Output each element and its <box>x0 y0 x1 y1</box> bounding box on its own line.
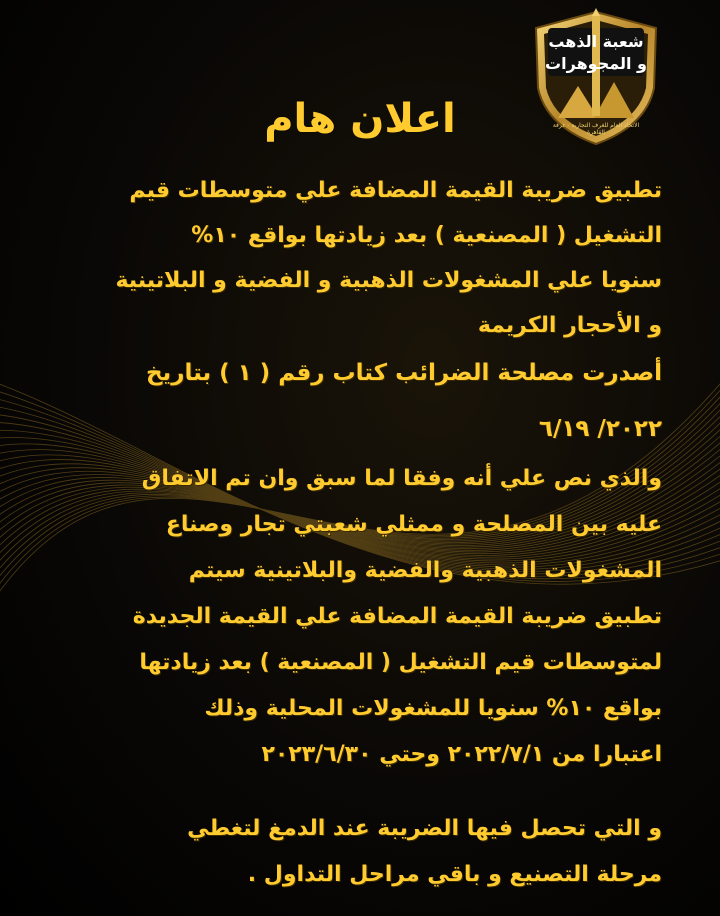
announcement-title: اعلان هام <box>264 96 456 142</box>
paragraph-3-line: لمتوسطات قيم التشغيل ( المصنعية ) بعد زيادتها <box>139 650 662 675</box>
paragraph-4 <box>42 806 662 898</box>
paragraph-4-line: مرحلة التصنيع و باقي مراحل التداول . <box>247 862 662 887</box>
paragraph-1 <box>62 168 662 348</box>
paragraph-3-line: اعتبارا من ٢٠٢٢/٧/١ وحتي ٢٠٢٣/٦/٣٠ <box>261 742 662 767</box>
logo-line2: و المجوهرات <box>545 54 647 73</box>
paragraph-1-line: تطبيق ضريبة القيمة المضافة علي متوسطات قيم <box>129 178 662 203</box>
paragraph-3-line: عليه بين المصلحة و ممثلي شعبتي تجار وصناع <box>165 512 662 537</box>
paragraph-3-line: المشغولات الذهبية والفضية والبلاتينية سيتم <box>188 558 662 583</box>
paragraph-3-line: بواقع ١٠% سنويا للمشغولات المحلية وذلك <box>204 696 662 721</box>
paragraph-1-line: التشغيل ( المصنعية ) بعد زيادتها بواقع ١٠% <box>191 223 662 248</box>
paragraph-1-line: سنويا علي المشغولات الذهبية و الفضية و البلاتينية <box>115 268 662 293</box>
paragraph-2 <box>62 350 662 452</box>
paragraph-2-date: ٢٠٢٢/ ٦/١٩ <box>538 416 662 442</box>
paragraph-3-line: والذي نص علي أنه وفقا لما سبق وان تم الاتفاق <box>141 466 662 491</box>
logo-subtext: الاتحاد العام للغرف التجارية - غرفة القاهرة <box>552 122 640 136</box>
paragraph-3 <box>42 456 662 778</box>
logo-line1: شعبة الذهب <box>548 32 644 51</box>
paragraph-3-line: تطبيق ضريبة القيمة المضافة علي القيمة الجديدة <box>132 604 662 629</box>
paragraph-4-line: و التي تحصل فيها الضريبة عند الدمغ لتغطي <box>187 816 662 841</box>
paragraph-1-line: و الأحجار الكريمة <box>477 313 662 338</box>
paragraph-2-line: أصدرت مصلحة الضرائب كتاب رقم ( ١ ) بتاريخ <box>145 360 662 386</box>
